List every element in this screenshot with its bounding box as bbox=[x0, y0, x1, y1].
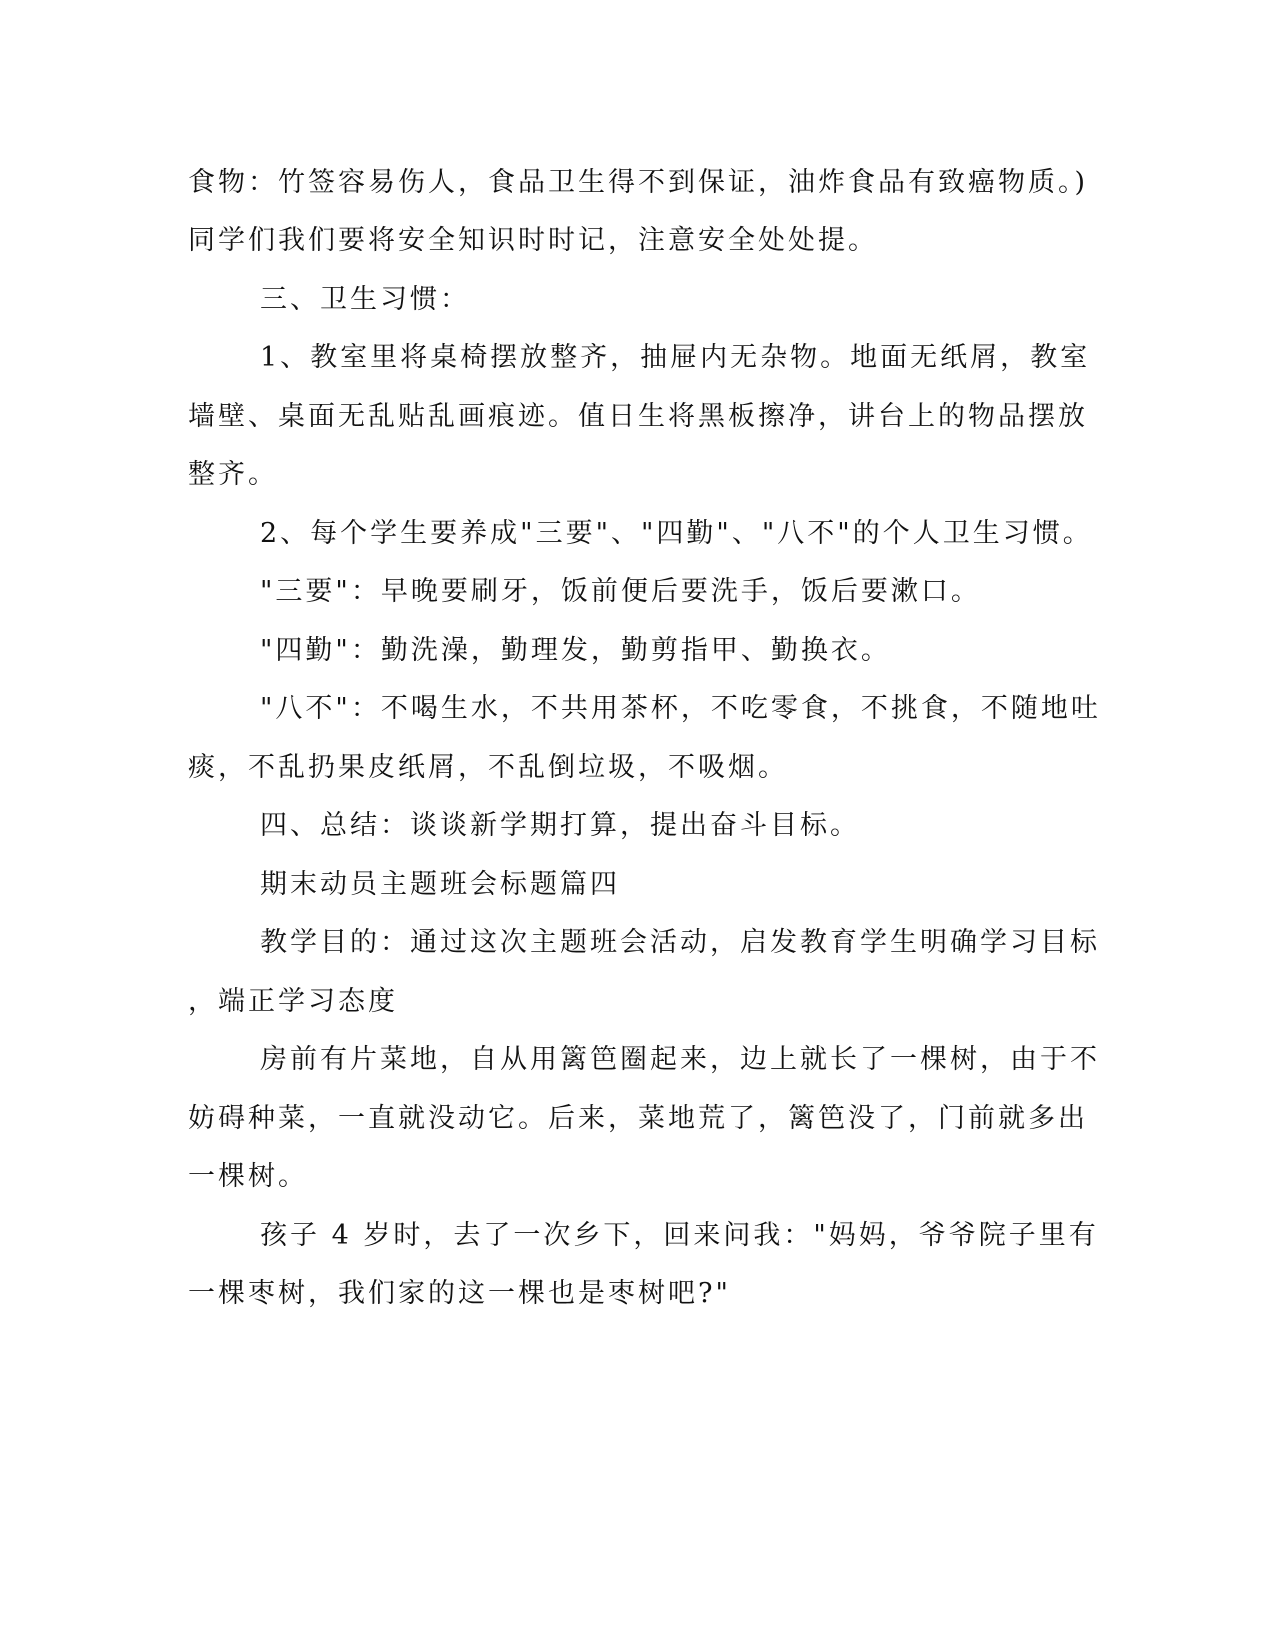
text-line: 房前有片菜地，自从用篱笆圈起来，边上就长了一棵树，由于不 bbox=[260, 1044, 1100, 1075]
section-title: 期末动员主题班会标题篇四 bbox=[260, 869, 620, 900]
text-line: 孩子 4 岁时，去了一次乡下，回来问我："妈妈，爷爷院子里有 bbox=[260, 1220, 1099, 1251]
section-heading: 四、总结：谈谈新学期打算，提出奋斗目标。 bbox=[260, 810, 860, 841]
text-line: ，端正学习态度 bbox=[188, 986, 398, 1017]
text-line: 一棵枣树，我们家的这一棵也是枣树吧?" bbox=[188, 1278, 731, 1309]
text-line: 同学们我们要将安全知识时时记，注意安全处处提。 bbox=[188, 225, 878, 256]
text-line: 痰，不乱扔果皮纸屑，不乱倒垃圾，不吸烟。 bbox=[188, 752, 788, 783]
section-heading: 三、卫生习惯： bbox=[260, 284, 470, 315]
text-line: "三要"：早晚要刷牙，饭前便后要洗手，饭后要漱口。 bbox=[260, 576, 981, 607]
text-line: 教学目的：通过这次主题班会活动，启发教育学生明确学习目标 bbox=[260, 927, 1100, 958]
text-line: 1、教室里将桌椅摆放整齐，抽屉内无杂物。地面无纸屑，教室 bbox=[260, 342, 1091, 373]
text-line: 食物：竹签容易伤人，食品卫生得不到保证，油炸食品有致癌物质。) bbox=[188, 167, 1089, 198]
text-line: 一棵树。 bbox=[188, 1161, 308, 1192]
text-line: 墙壁、桌面无乱贴乱画痕迹。值日生将黑板擦净，讲台上的物品摆放 bbox=[188, 401, 1088, 432]
text-line: "四勤"：勤洗澡，勤理发，勤剪指甲、勤换衣。 bbox=[260, 635, 891, 666]
text-line: "八不"：不喝生水，不共用茶杯，不吃零食，不挑食，不随地吐 bbox=[260, 693, 1101, 724]
text-line: 2、每个学生要养成"三要"、"四勤"、"八不"的个人卫生习惯。 bbox=[260, 518, 1093, 549]
text-line: 整齐。 bbox=[188, 459, 278, 490]
text-line: 妨碍种菜，一直就没动它。后来，菜地荒了，篱笆没了，门前就多出 bbox=[188, 1103, 1088, 1134]
